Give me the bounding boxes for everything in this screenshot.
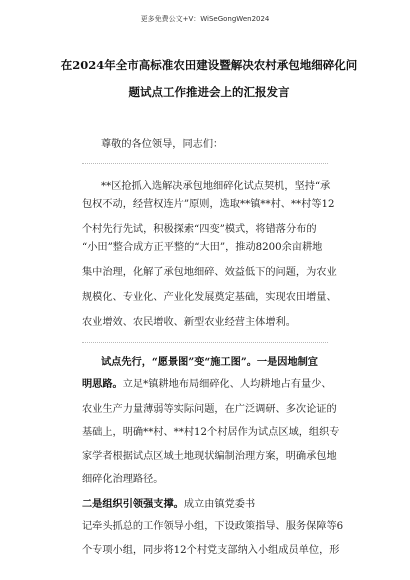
subheading-2: 二是组织引领强支撑。 [82, 498, 184, 510]
section-divider [82, 163, 328, 164]
paragraph-2-line-5: 家学者根据试点区域土地现状编制治理方案，明确承包地 [82, 451, 337, 462]
paragraph-2-line-2-text: 立足*镇耕地布局细碎化、人均耕地占有量少、 [122, 379, 332, 390]
paragraph-1-line-4: “小田”整合成方正平整的“大田”，推动8200余亩耕地 [82, 242, 323, 253]
paragraph-1-line-7: 农业增效、农民增收、新型农业经营主体增利。 [82, 317, 296, 328]
paragraph-1-line-3: 个村先行先试，积极探索“四变”模式，将错落分布的 [82, 224, 317, 235]
salutation: 尊敬的各位领导，同志们： [101, 139, 224, 150]
paragraph-2-heading: 试点先行，“愿景图”变“施工图”。一是因地制宜 [101, 356, 318, 368]
paragraph-1-line-5: 集中治理，化解了承包地细碎、效益低下的问题，为农业 [82, 267, 337, 278]
paragraph-2-line-6: 细碎化治理路径。 [82, 474, 164, 485]
paragraph-2-line-8: 记牵头抓总的工作领导小组，下设政策指导、服务保障等6 [82, 521, 344, 532]
paragraph-1-line-2: 包权不动，经营权连片”原则，选取**镇**村、**村等12 [82, 199, 335, 210]
document-title-line-2: 题试点工作推进会上的汇报发言 [128, 85, 290, 99]
paragraph-2-line-9: 个专项小组，同步将12个村党支部纳入小组成员单位，形 [82, 545, 340, 556]
document-title-line-1: 在2024年全市高标准农田建设暨解决农村承包地细碎化问 [60, 58, 358, 72]
paragraph-2-line-4: 基础上，明确**村、**村12个村居作为试点区域，组织专 [82, 427, 340, 438]
header-watermark: 更多免费公文+V：WiSeGongWen2024 [140, 15, 270, 23]
paragraph-1-line-6: 规模化、专业化、产业化发展奠定基础，实现农田增量、 [82, 292, 337, 303]
paragraph-2-line-2 [82, 378, 332, 391]
paragraph-1-line-1: **区抢抓入选解决承包地细碎化试点契机，坚持“承 [101, 181, 331, 192]
section-divider [82, 342, 328, 343]
paragraph-2-line-7 [82, 498, 255, 511]
paragraph-2-line-7-text: 成立由镇党委书 [183, 499, 256, 510]
paragraph-2-line-3: 农业生产力量薄弱等实际问题，在广泛调研、多次论证的 [82, 404, 337, 415]
subheading-1: 明思路。 [82, 378, 123, 390]
